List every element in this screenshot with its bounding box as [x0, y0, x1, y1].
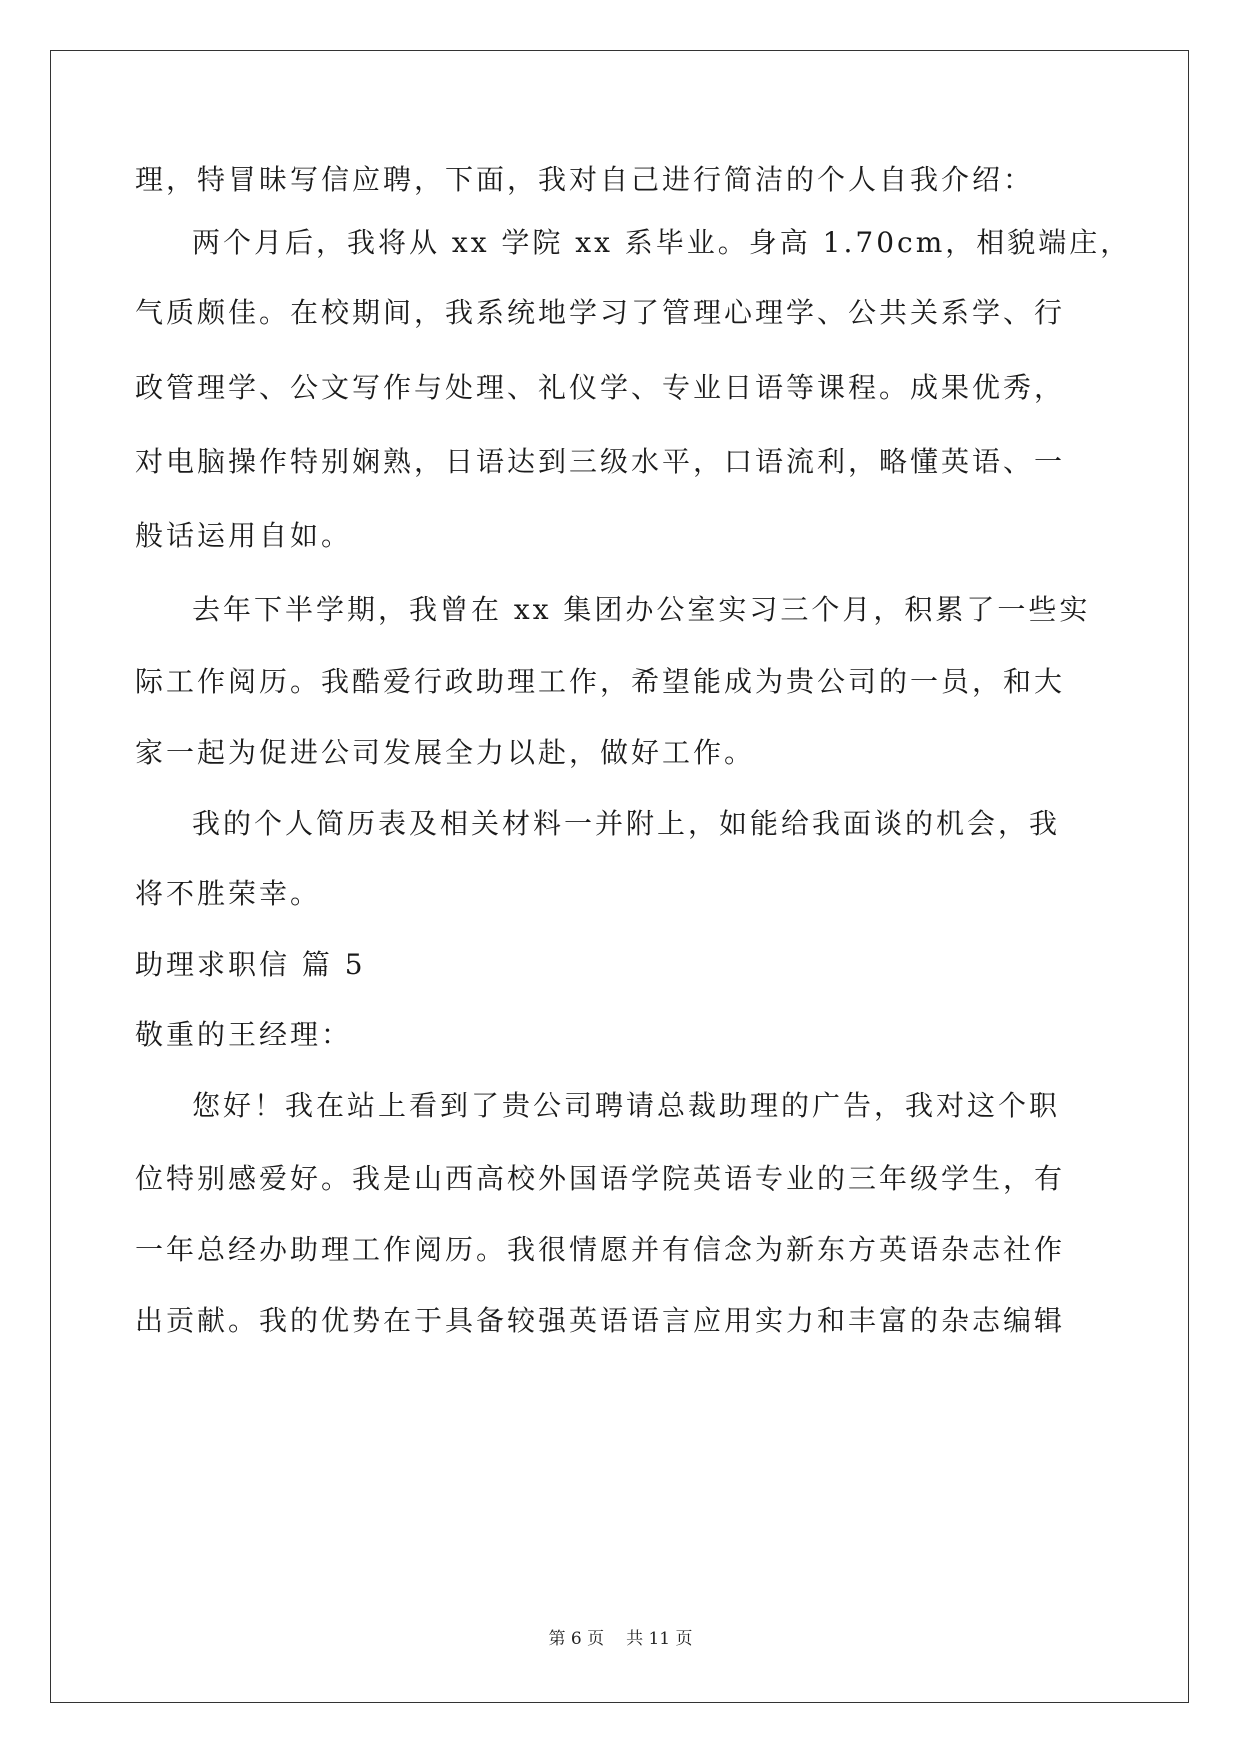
text-line-5: 对电脑操作特别娴熟，日语达到三级水平，口语流利，略懂英语、一: [135, 445, 1066, 478]
text-line-11: 将不胜荣幸。: [135, 877, 322, 910]
text-line-6: 般话运用自如。: [135, 519, 353, 552]
text-line-17: 出贡献。我的优势在于具备较强英语语言应用实力和丰富的杂志编辑: [135, 1304, 1066, 1337]
text-line-3: 气质颇佳。在校期间，我系统地学习了管理心理学、公共关系学、行: [135, 296, 1066, 329]
text-line-7: 去年下半学期，我曾在 xx 集团办公室实习三个月，积累了一些实: [192, 593, 1091, 626]
salutation: 敬重的王经理：: [135, 1018, 353, 1051]
text-line-15: 位特别感爱好。我是山西高校外国语学院英语专业的三年级学生，有: [135, 1162, 1066, 1195]
page-number: 第 6 页: [548, 1629, 605, 1649]
text-line-8: 际工作阅历。我酷爱行政助理工作，希望能成为贵公司的一员，和大: [135, 665, 1066, 698]
text-line-10: 我的个人简历表及相关材料一并附上，如能给我面谈的机会，我: [192, 807, 1061, 840]
section-heading: 助理求职信 篇 5: [135, 948, 366, 981]
text-line-1: 理，特冒昧写信应聘，下面，我对自己进行简洁的个人自我介绍：: [135, 163, 1035, 196]
text-line-2: 两个月后，我将从 xx 学院 xx 系毕业。身高 1.70cm，相貌端庄，: [192, 226, 1132, 259]
text-line-4: 政管理学、公文写作与处理、礼仪学、专业日语等课程。成果优秀，: [135, 371, 1066, 404]
text-line-14: 您好！我在站上看到了贵公司聘请总裁助理的广告，我对这个职: [192, 1089, 1061, 1122]
text-line-9: 家一起为促进公司发展全力以赴，做好工作。: [135, 736, 756, 769]
page-total: 共 11 页: [626, 1629, 693, 1649]
page-footer: [0, 1627, 1241, 1651]
text-line-16: 一年总经办助理工作阅历。我很情愿并有信念为新东方英语杂志社作: [135, 1233, 1066, 1266]
